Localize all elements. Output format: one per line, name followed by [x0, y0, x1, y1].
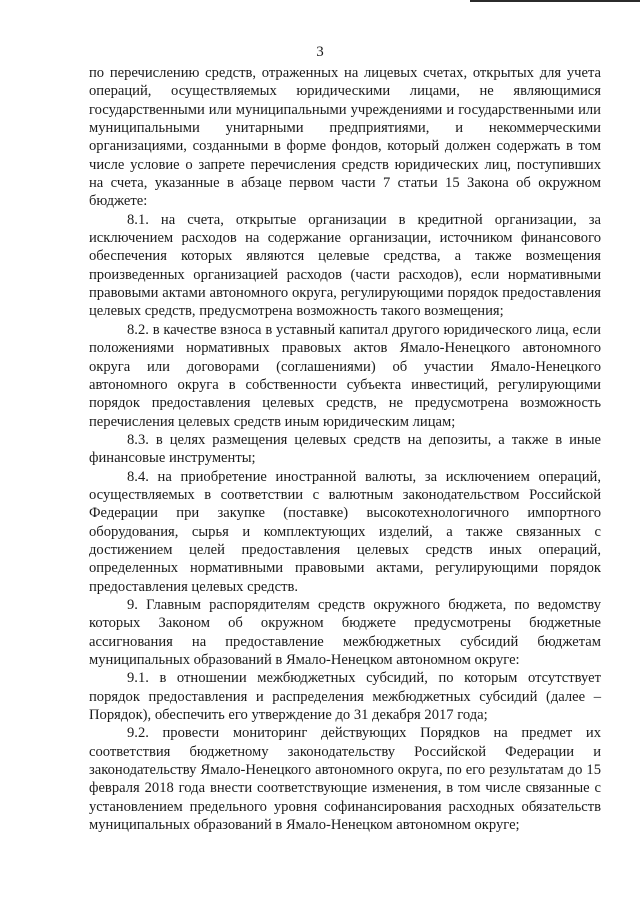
paragraph-8-2: 8.2. в качестве взноса в уставный капитал другого юридического лица, если положениями нормативных правовых актов Ямало-Ненецкого автономного округа или договорами (соглашениями) об участии Ямало-Ненецкого автономного округа в собственности субъекта инвестиций, регулирующими порядок предоставления целевых средств, не предусмотрена возможность перечисления целевых средств иным юридическим лицам;: [89, 321, 601, 430]
paragraph-intro-continuation: по перечислению средств, отраженных на лицевых счетах, открытых для учета операций, осуществляемых юридическими лицами, не являющимися государственными или муниципальными учреждениями и государственными или муниципальными унитарными предприятиями, и некоммерческими организациями, созданными в форме фондов, который должен содержать в том числе условие о запрете перечисления средств юридических лиц, поступивших на счета, указанные в абзаце первом части 7 статьи 15 Закона об окружном бюджете:: [89, 65, 601, 210]
document-body: [89, 64, 601, 834]
page-number: 3: [316, 44, 324, 60]
paragraph-8-1: 8.1. на счета, открытые организации в кредитной организации, за исключением расходов на содержание организации, источником финансового обеспечения которых являются целевые средства, а также возмещения произведенных организацией расходов (части расходов), если нормативными правовыми актами автономного округа, регулирующими порядок предоставления целевых средств, предусмотрена возможность такого возмещения;: [89, 211, 601, 320]
paragraph-8-3: 8.3. в целях размещения целевых средств на депозиты, а также в иные финансовые инструменты;: [89, 431, 601, 467]
paragraph-9-2: 9.2. провести мониторинг действующих Порядков на предмет их соответствия бюджетному законодательству Российской Федерации и законодательству Ямало-Ненецкого автономного округа, по его результатам до 15 февраля 2018 года внести соответствующие изменения, в том числе связанные с установлением предельного уровня софинансирования расходных обязательств муниципальных образований в Ямало-Ненецком автономном округе;: [89, 725, 601, 834]
paragraph-9: 9. Главным распорядителям средств окружного бюджета, по ведомству которых Законом об окружном бюджете предусмотрены бюджетные ассигнования на предоставление межбюджетных субсидий бюджетам муниципальных образований в Ямало-Ненецком автономном округе:: [89, 596, 601, 668]
top-edge-rule: [470, 0, 640, 2]
paragraph-9-1: 9.1. в отношении межбюджетных субсидий, по которым отсутствует порядок предоставления и распределения межбюджетных субсидий (далее – Порядок), обеспечить его утверждение до 31 декабря 2017 года;: [89, 670, 601, 724]
paragraph-8-4: 8.4. на приобретение иностранной валюты, за исключением операций, осуществляемых в соответствии с валютным законодательством Российской Федерации при закупке (поставке) высокотехнологичного импортного оборудования, сырья и комплектующих изделий, а также связанных с достижением целей предоставления целевых средств иных операций, определенных нормативными правовыми актами, регулирующими порядок предоставления целевых средств.: [89, 468, 601, 595]
